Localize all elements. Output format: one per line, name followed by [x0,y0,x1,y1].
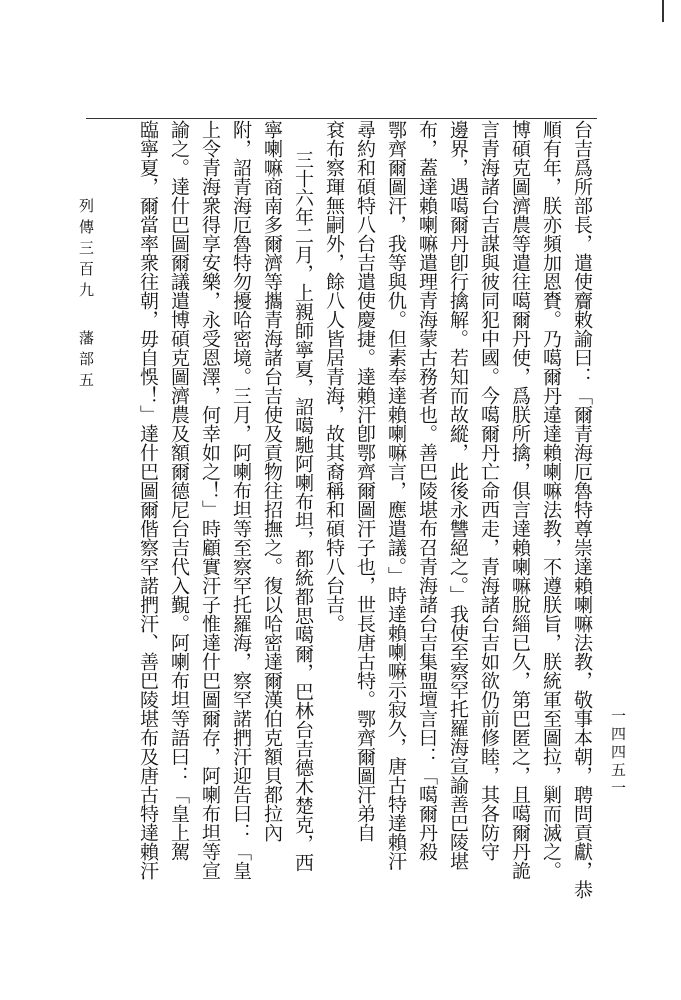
text-column-15: 臨寧夏，爾當率衆往朝，毋自悞！」達什巴圖爾偕察罕諾捫汗、善巴陵堪布及唐古特達賴汗 [137,120,159,880]
text-column-5: 邊界，遇噶爾丹卽行擒解。若知而故縱，此後永讐絕之。」我使至察罕托羅海宣諭善巴陵堪 [447,120,469,871]
text-column-12: 附，詔青海厄魯特勿擾哈密境。三月，阿喇布坦等至察罕托羅海，察罕諾捫汗迎告曰：「皇 [230,120,252,880]
text-column-2: 順有年，朕亦頻加恩賚。乃噶爾丹違達賴喇嘛法教，不遵朕旨，朕統軍至圖拉，剿而滅之。 [540,120,562,880]
text-column-9: 袞布察琿無嗣外，餘八人皆居青海，故其裔稱和碩特八台吉。 [323,120,345,633]
text-column-13: 上令青海衆得享安樂，永受恩澤，何幸如之！」時顧實汗子惟達什巴圖爾存，阿喇布坦等宣 [199,120,221,880]
text-column-11: 寧喇嘛商南多爾濟等攜青海諸台吉使及貢物往招撫之。復以哈密達爾漢伯克額貝都拉內 [261,120,283,842]
text-column-4: 言青海諸台吉謀與彼同犯中國。今噶爾丹亡命西走，青海諸台吉如欲仍前修睦，其各防守 [478,120,500,861]
margin-mark [662,0,664,22]
text-column-8: 尋約和碩特八台吉遣使慶捷。達賴汗卽鄂齊爾圖汗子也，世長唐古特。鄂齊爾圖汗弟自 [354,120,376,842]
text-column-7: 鄂齊爾圖汗，我等與仇。但素奉達賴喇嘛言，應遣議。」時達賴喇嘛示寂久，唐古特達賴汗 [385,120,407,871]
running-head-title: 列傳三百九 [77,198,95,303]
text-column-1: 台吉爲所部長，遣使齎敕諭曰：「爾青海厄魯特尊崇達賴喇嘛法教，敬事本朝，聘問貢獻，恭 [571,120,593,899]
header-rule [86,118,597,119]
page-number: 一四四五一 [609,708,627,798]
running-head-section: 藩部五 [77,330,95,393]
text-column-3: 博碩克圖濟農等遣往噶爾丹使，爲朕所擒，俱言達賴喇嘛脫緇已久，第巴匿之，且噶爾丹詭 [509,120,531,880]
text-column-6: 布，蓋達賴喇嘛遣理青海蒙古務者也。善巴陵堪布召青海諸台吉集盟壇言曰：「噶爾丹殺 [416,120,438,861]
text-column-14: 諭之。達什巴圖爾議遣博碩克圖濟農及額爾德尼台吉代入覲。阿喇布坦等語曰：「皇上駕 [168,120,190,861]
text-column-10: 三十六年二月，上親師寧夏，詔噶馳阿喇布坦，都統都思噶爾，巴林台吉德木楚克，西 [292,150,314,872]
